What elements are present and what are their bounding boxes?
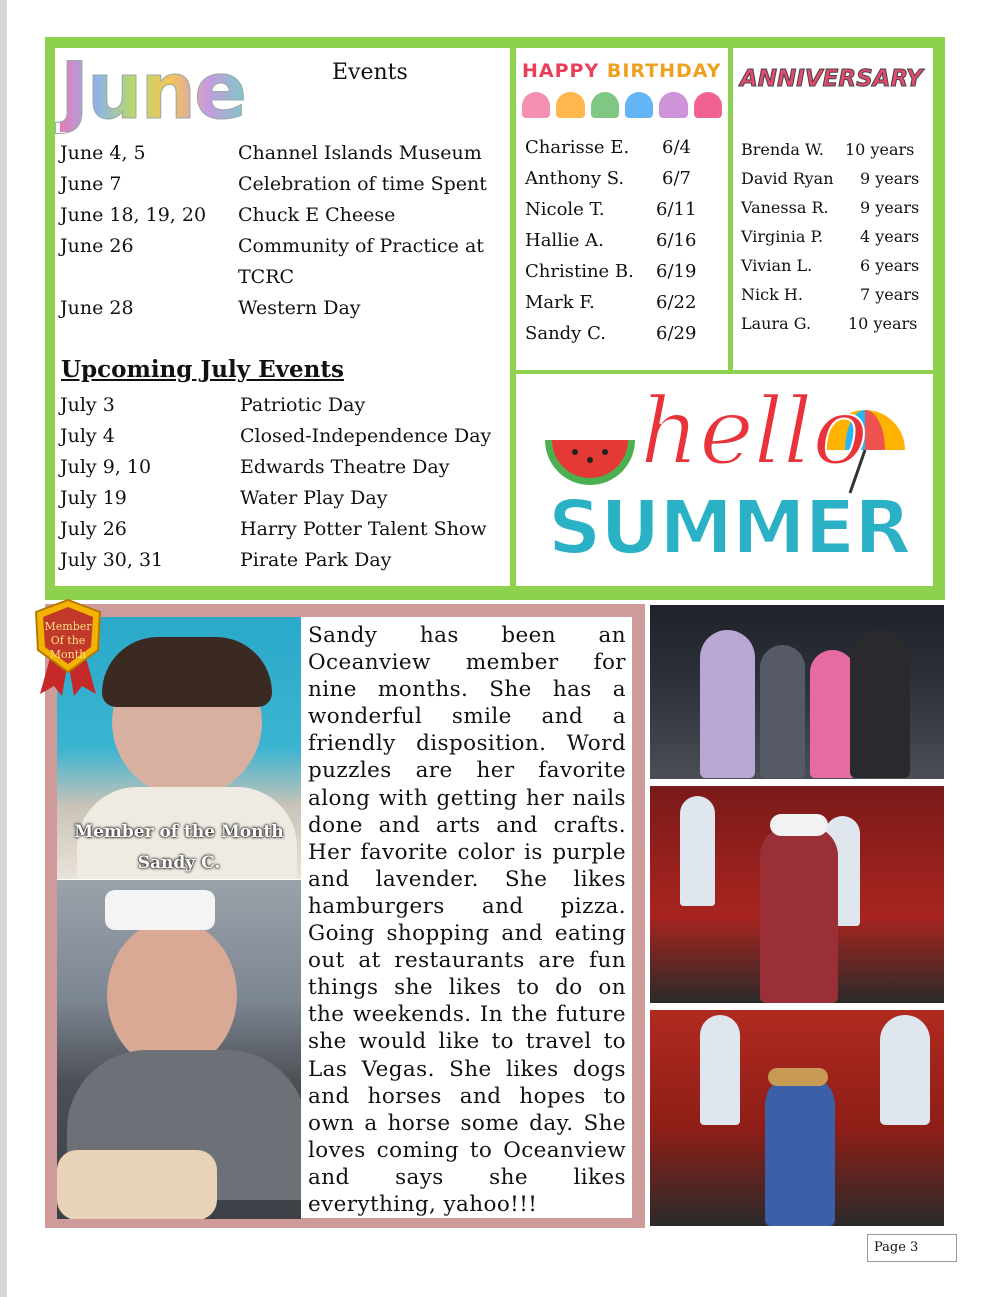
- birthday-name: Mark F.: [525, 292, 595, 313]
- anniversary-years: 4 years: [860, 227, 920, 246]
- june-event-name: Channel Islands Museum: [238, 142, 482, 164]
- anniversary-name: Vanessa R.: [741, 198, 829, 217]
- inflatable-figure: [880, 1015, 930, 1125]
- july-event-name: Closed-Independence Day: [240, 425, 492, 447]
- june-event-date: June 18, 19, 20: [60, 204, 207, 226]
- birthday-date: 6/22: [656, 292, 697, 313]
- anniversary-title: ANNIVERSARY: [740, 66, 923, 92]
- member-bio: Sandy has been an Oceanview member for nine months. She has a wonderful smile and a friendly disposition. Word puzzles are her favorite along with getting her nails done and arts and crafts. Her favorite color is purple and lavender. She likes hamburgers and pizza. Going shopping and eating out at restaurants are fun things she likes to do on the weekends. In the future she would like to travel to Las Vegas. She likes dogs and horses and hopes to own a horse some day. She loves coming to Oceanview and says she likes everything, yahoo!!!: [308, 623, 626, 1217]
- member-hair: [102, 637, 272, 707]
- july-event-date: July 19: [60, 487, 127, 509]
- cupcakes-icon: [522, 92, 722, 118]
- anniversary-name: Nick H.: [741, 285, 803, 304]
- cowboy-hat: [770, 814, 828, 836]
- june-event-date: June 7: [60, 173, 122, 195]
- july-event-date: July 4: [60, 425, 115, 447]
- july-event-name: Water Play Day: [240, 487, 388, 509]
- birthday-title-word: HAPPY: [522, 60, 600, 82]
- birthday-date: 6/29: [656, 323, 697, 344]
- straw-hat: [768, 1068, 828, 1086]
- anniversary-years: 9 years: [860, 198, 920, 217]
- blanket: [57, 1150, 217, 1219]
- birthday-name: Charisse E.: [525, 137, 630, 158]
- july-event-date: July 30, 31: [60, 549, 164, 571]
- anniversary-name: Virginia P.: [741, 227, 824, 246]
- event-photo-dress: [650, 1010, 944, 1226]
- birthday-name: Nicole T.: [525, 199, 605, 220]
- june-heading: June: [60, 47, 245, 137]
- event-photo-cowboy: [650, 786, 944, 1003]
- page-number: Page 3: [867, 1234, 957, 1262]
- july-event-name: Patriotic Day: [240, 394, 366, 416]
- june-event-name: TCRC: [238, 266, 295, 288]
- person-figure: [700, 630, 755, 778]
- birthday-date: 6/16: [656, 230, 697, 251]
- person-figure: [810, 650, 855, 778]
- person-figure: [850, 630, 910, 778]
- hello-text: hello: [640, 378, 868, 485]
- june-event-name: Celebration of time Spent: [238, 173, 487, 195]
- member-face: [107, 920, 237, 1070]
- birthday-name: Hallie A.: [525, 230, 604, 251]
- paper-hat: [105, 890, 215, 930]
- birthday-date: 6/7: [662, 168, 691, 189]
- july-event-name: Harry Potter Talent Show: [240, 518, 487, 540]
- june-event-date: June 28: [60, 297, 134, 319]
- birthday-title-word: BIRTHDAY: [606, 60, 722, 82]
- july-event-date: July 3: [60, 394, 115, 416]
- birthday-name: Sandy C.: [525, 323, 606, 344]
- anniversary-years: 9 years: [860, 169, 920, 188]
- june-event-name: Community of Practice at: [238, 235, 484, 257]
- anniversary-years: 10 years: [845, 140, 915, 159]
- anniversary-name: Laura G.: [741, 314, 812, 333]
- july-event-date: July 26: [60, 518, 127, 540]
- anniversary-name: Brenda W.: [741, 140, 824, 159]
- member-caption-name: Sandy C.: [137, 853, 221, 873]
- person-figure: [765, 1075, 835, 1226]
- inflatable-figure: [700, 1015, 740, 1125]
- birthday-date: 6/11: [656, 199, 697, 220]
- july-event-name: Edwards Theatre Day: [240, 456, 450, 478]
- badge-text: Member Of the Month: [44, 620, 92, 661]
- birthday-date: 6/19: [656, 261, 697, 282]
- inflatable-figure: [680, 796, 715, 906]
- page-edge: [0, 0, 7, 1297]
- july-event-name: Pirate Park Day: [240, 549, 392, 571]
- member-photo-2: [57, 880, 301, 1219]
- person-figure: [760, 645, 805, 778]
- birthday-title: [522, 60, 721, 82]
- summer-text: SUMMER: [548, 485, 911, 571]
- member-caption-title: Member of the Month: [74, 822, 284, 842]
- birthday-name: Anthony S.: [525, 168, 625, 189]
- anniversary-name: David Ryan: [741, 169, 834, 188]
- june-event-date: June 4, 5: [60, 142, 146, 164]
- person-figure: [760, 826, 838, 1003]
- july-event-date: July 9, 10: [60, 456, 152, 478]
- june-event-name: Western Day: [238, 297, 361, 319]
- anniversary-years: 6 years: [860, 256, 920, 275]
- june-event-name: Chuck E Cheese: [238, 204, 396, 226]
- events-heading: Events: [332, 60, 408, 85]
- anniversary-years: 7 years: [860, 285, 920, 304]
- june-event-date: June 26: [60, 235, 134, 257]
- event-photo-group: [650, 605, 944, 779]
- july-heading: Upcoming July Events: [61, 356, 344, 383]
- anniversary-name: Vivian L.: [741, 256, 813, 275]
- birthday-name: Christine B.: [525, 261, 634, 282]
- anniversary-years: 10 years: [848, 314, 918, 333]
- birthday-date: 6/4: [662, 137, 691, 158]
